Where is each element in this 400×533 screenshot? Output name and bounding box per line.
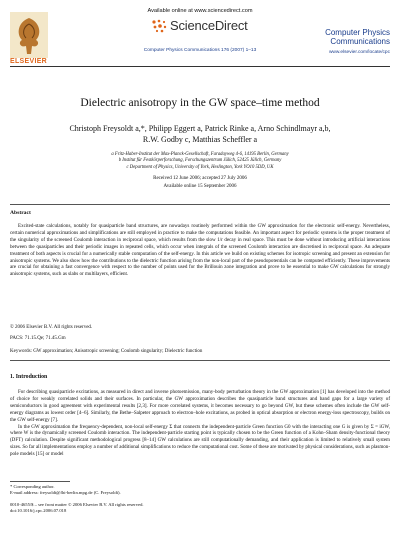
footnote-divider bbox=[10, 481, 70, 482]
sciencedirect-dots-icon bbox=[150, 18, 170, 34]
affiliation-b: b Institut für Festkörperforschung, Forschungszentrum Jülich, 52425 Jülich, Germany bbox=[118, 158, 282, 164]
abstract-bottom-divider bbox=[10, 360, 390, 361]
article-dates bbox=[30, 175, 370, 191]
affiliations bbox=[30, 152, 370, 171]
affiliation-c: c Department of Physics, University of York, Heslington, York YO10 5DD, UK bbox=[126, 164, 274, 170]
keywords: Keywords: GW approximation; Anisotropic screening; Coulomb singularity; Dielectric function bbox=[10, 349, 203, 354]
journal-name-line1: Computer Physics bbox=[325, 28, 390, 37]
abstract-heading: Abstract bbox=[10, 210, 31, 216]
introduction-body bbox=[10, 389, 390, 458]
abstract-text: Excited-state calculations, notably for quasiparticle band structures, are nowadays routinely performed within the GW approximation for the electronic self-energy. Nevertheless, certain numerical approximations and simplifications are still employed in practice to make the computations feasible. An important aspect for periodic systems is the proper treatment of the singularity of the screened Coulomb interaction in reciprocal space, which results from the slow 1/r decay in real space. This must be done without introducing artificial interactions between the quasiparticles and their periodic images in repeated cells, which occur when integrals of the screened Coulomb interaction are discretised in reciprocal space. An adequate treatment of both aspects is crucial for a numerically stable computation of the self-energy. In this article we build on existing schemes for isotropic screening and present an extension for anisotropic systems. We also show how the contributions to the dielectric function arising from the non-local part of the pseudopotentials can be computed efficiently. These improvements are crucial for obtaining a fast convergence with respect to the number of points used for the Brillouin zone integration and prove to be essential to make GW calculations for strongly anisotropic systems, such as slabs or multilayers, efficient. bbox=[10, 223, 390, 278]
intro-paragraph-1: For describing quasiparticle excitations, as measured in direct and inverse photoemission, many-body perturbation theory in the GW approximation [1] has developed into the method of choice for weakly correlated solids and their surfaces. In particular, the GW approximation describes the quasiparticle band structures and band gaps for a large variety of semiconductors in good agreement with experimental results [2,3]. For more correlated systems, it becomes necessary to go beyond GW, but these schemes often include the GW self-energy diagrams as lowest order [4–6]. Similarly, the Bethe–Salpeter approach to electron–hole excitations, as probed in optical absorption or electron energy-loss spectroscopy, builds on the GW self-energy [7]. bbox=[10, 389, 390, 423]
journal-header bbox=[10, 8, 390, 66]
publication-info bbox=[10, 502, 390, 514]
available-date: Available online 15 September 2006 bbox=[163, 184, 237, 189]
pacs-codes: PACS: 71.15.Qe; 71.45.Gm bbox=[10, 336, 66, 341]
author-list bbox=[30, 123, 370, 145]
copyright-notice: © 2006 Elsevier B.V. All rights reserved. bbox=[10, 325, 93, 330]
available-online-text: Available online at www.sciencedirect.com bbox=[147, 8, 253, 14]
received-date: Received 12 June 2006; accepted 27 July 2006 bbox=[153, 176, 247, 181]
journal-reference: Computer Physics Communications 176 (2007) 1–13 bbox=[143, 48, 257, 53]
section-heading: 1. Introduction bbox=[10, 374, 48, 380]
authors-line1: Christoph Freysoldt a,*, Philipp Eggert a, Patrick Rinke a, Arno Schindlmayr a,b, bbox=[69, 124, 331, 133]
header-divider bbox=[10, 66, 390, 67]
journal-name bbox=[325, 28, 390, 46]
journal-url[interactable]: www.elsevier.com/locate/cpc bbox=[328, 50, 390, 55]
publisher-name: ELSEVIER bbox=[10, 58, 48, 65]
affiliation-a: a Fritz-Haber-Institut der Max-Planck-Gesellschaft, Faradayweg 4-6, 14195 Berlin, Germany bbox=[111, 152, 289, 157]
journal-name-line2: Communications bbox=[330, 37, 390, 46]
article-title: Dielectric anisotropy in the GW space–time method bbox=[80, 97, 320, 109]
intro-paragraph-2: In the GW approximation the frequency-dependent, non-local self-energy Σ that connects the independent-particle Green function G0 with the interacting one G is given by Σ = iGW, where W is the dynamically screened Coulomb interaction. The independent-particle starting point is typically chosen to be the Green function of a Kohn–Sham density-functional theory (DFT) calculation. Despite significant methodological progress [8–14] GW calculations are still computationally demanding, and their application is limited to relatively small system sizes. So far all implementations employ a number of additional simplifications to reduce the computational cost. Some of these are motivated by physical considerations, such as plasmon-pole models [15] or model bbox=[10, 423, 390, 458]
sciencedirect-wordmark: ScienceDirect bbox=[170, 18, 248, 33]
abstract-top-divider bbox=[10, 204, 390, 205]
sciencedirect-logo bbox=[150, 18, 270, 34]
issn-line: 0010-4655/$ – see front matter © 2006 Elsevier B.V. All rights reserved. bbox=[10, 502, 144, 507]
doi-link[interactable]: doi:10.1016/j.cpc.2006.07.018 bbox=[10, 507, 67, 513]
corresponding-label: * Corresponding author. bbox=[10, 484, 55, 489]
author-email[interactable]: E-mail address: freysoldt@fhi-berlin.mpg.de (C. Freysoldt). bbox=[10, 489, 121, 495]
corresponding-author-footnote bbox=[10, 484, 390, 496]
authors-line2: R.W. Godby c, Matthias Scheffler a bbox=[142, 135, 258, 144]
